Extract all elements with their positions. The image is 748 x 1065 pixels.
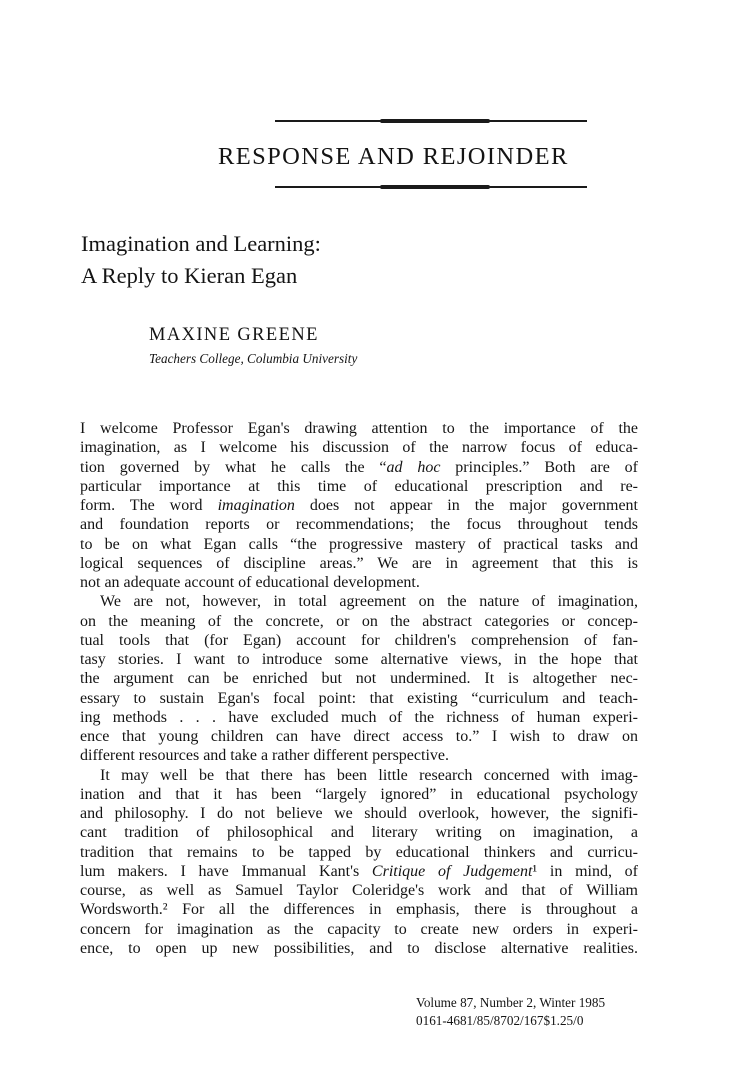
body-line: particular importance at this time of educational prescription and re- — [80, 477, 638, 495]
body-line: cant tradition of philosophical and literary writing on imagination, a — [80, 824, 638, 842]
body-line: I welcome Professor Egan's drawing attention to the importance of the — [80, 420, 638, 437]
body-line: tasy stories. I want to introduce some alternative views, in the hope that — [80, 651, 638, 668]
article-title-line-2: A Reply to Kieran Egan — [81, 263, 298, 288]
italic-emphasis: imagination — [217, 497, 295, 514]
body-line: the argument can be enriched but not undermined. It is altogether nec- — [80, 670, 638, 688]
body-line: to be on what Egan calls “the progressive mastery of practical tasks and — [80, 535, 638, 553]
article-title-line-1: Imagination and Learning: — [81, 231, 321, 256]
body-line: tradition that remains to be tapped by educational thinkers and curricu- — [80, 843, 638, 861]
body-line: We are not, however, in total agreement on the nature of imagination, — [100, 593, 638, 611]
italic-emphasis: ad hoc — [386, 458, 441, 476]
body-line: and philosophy. I do not believe we should overlook, however, the signifi- — [80, 805, 638, 822]
article-title — [81, 228, 321, 292]
journal-footer — [416, 994, 605, 1030]
body-line: lum makers. I have Immanual Kant's Critique of Judgement¹ in mind, of — [80, 862, 638, 880]
footer-code: 0161-4681/85/8702/167$1.25/0 — [416, 1013, 584, 1028]
body-line: form. The word imagination does not appear in the major government — [80, 497, 639, 514]
section-heading: RESPONSE AND REJOINDER — [218, 143, 569, 170]
body-line: not an adequate account of educational development. — [80, 574, 420, 591]
top-decorative-rule — [275, 120, 587, 122]
body-line: ence that young children can have direct access to.” I wish to draw on — [80, 728, 638, 745]
bottom-decorative-rule — [275, 186, 587, 188]
body-line: concern for imagination as the capacity to create new orders in experi- — [80, 920, 638, 938]
footer-volume: Volume 87, Number 2, Winter 1985 — [416, 995, 606, 1010]
body-line: ing methods . . . have excluded much of the richness of human experi- — [80, 708, 638, 726]
article-body — [80, 419, 638, 958]
author-name: MAXINE GREENE — [149, 325, 319, 345]
body-line: course, as well as Samuel Taylor Coleridge's work and that of William — [80, 882, 638, 899]
body-line: different resources and take a rather different perspective. — [80, 747, 449, 765]
body-line: tion governed by what he calls the “ad hoc principles.” Both are of — [80, 458, 638, 476]
body-line: ination and that it has been “largely ignored” in educational psychology — [80, 785, 638, 803]
body-line: ence, to open up new possibilities, and to disclose alternative realities. — [80, 939, 638, 957]
body-line: and foundation reports or recommendations; the focus throughout tends — [80, 516, 638, 534]
author-affiliation: Teachers College, Columbia University — [149, 351, 358, 366]
italic-emphasis: Critique of Judgement — [371, 862, 533, 880]
body-line: imagination, as I welcome his discussion of the narrow focus of educa- — [80, 439, 638, 457]
body-line: on the meaning of the concrete, or on the abstract categories or concep- — [80, 612, 638, 630]
body-line: tual tools that (for Egan) account for children's comprehension of fan- — [80, 631, 638, 649]
body-line: Wordsworth.² For all the differences in emphasis, there is throughout a — [80, 901, 638, 919]
body-line: It may well be that there has been little research concerned with imag- — [100, 766, 638, 784]
body-line: logical sequences of discipline areas.” We are in agreement that this is — [80, 554, 638, 572]
body-line: essary to sustain Egan's focal point: that existing “curriculum and teach- — [80, 689, 638, 707]
